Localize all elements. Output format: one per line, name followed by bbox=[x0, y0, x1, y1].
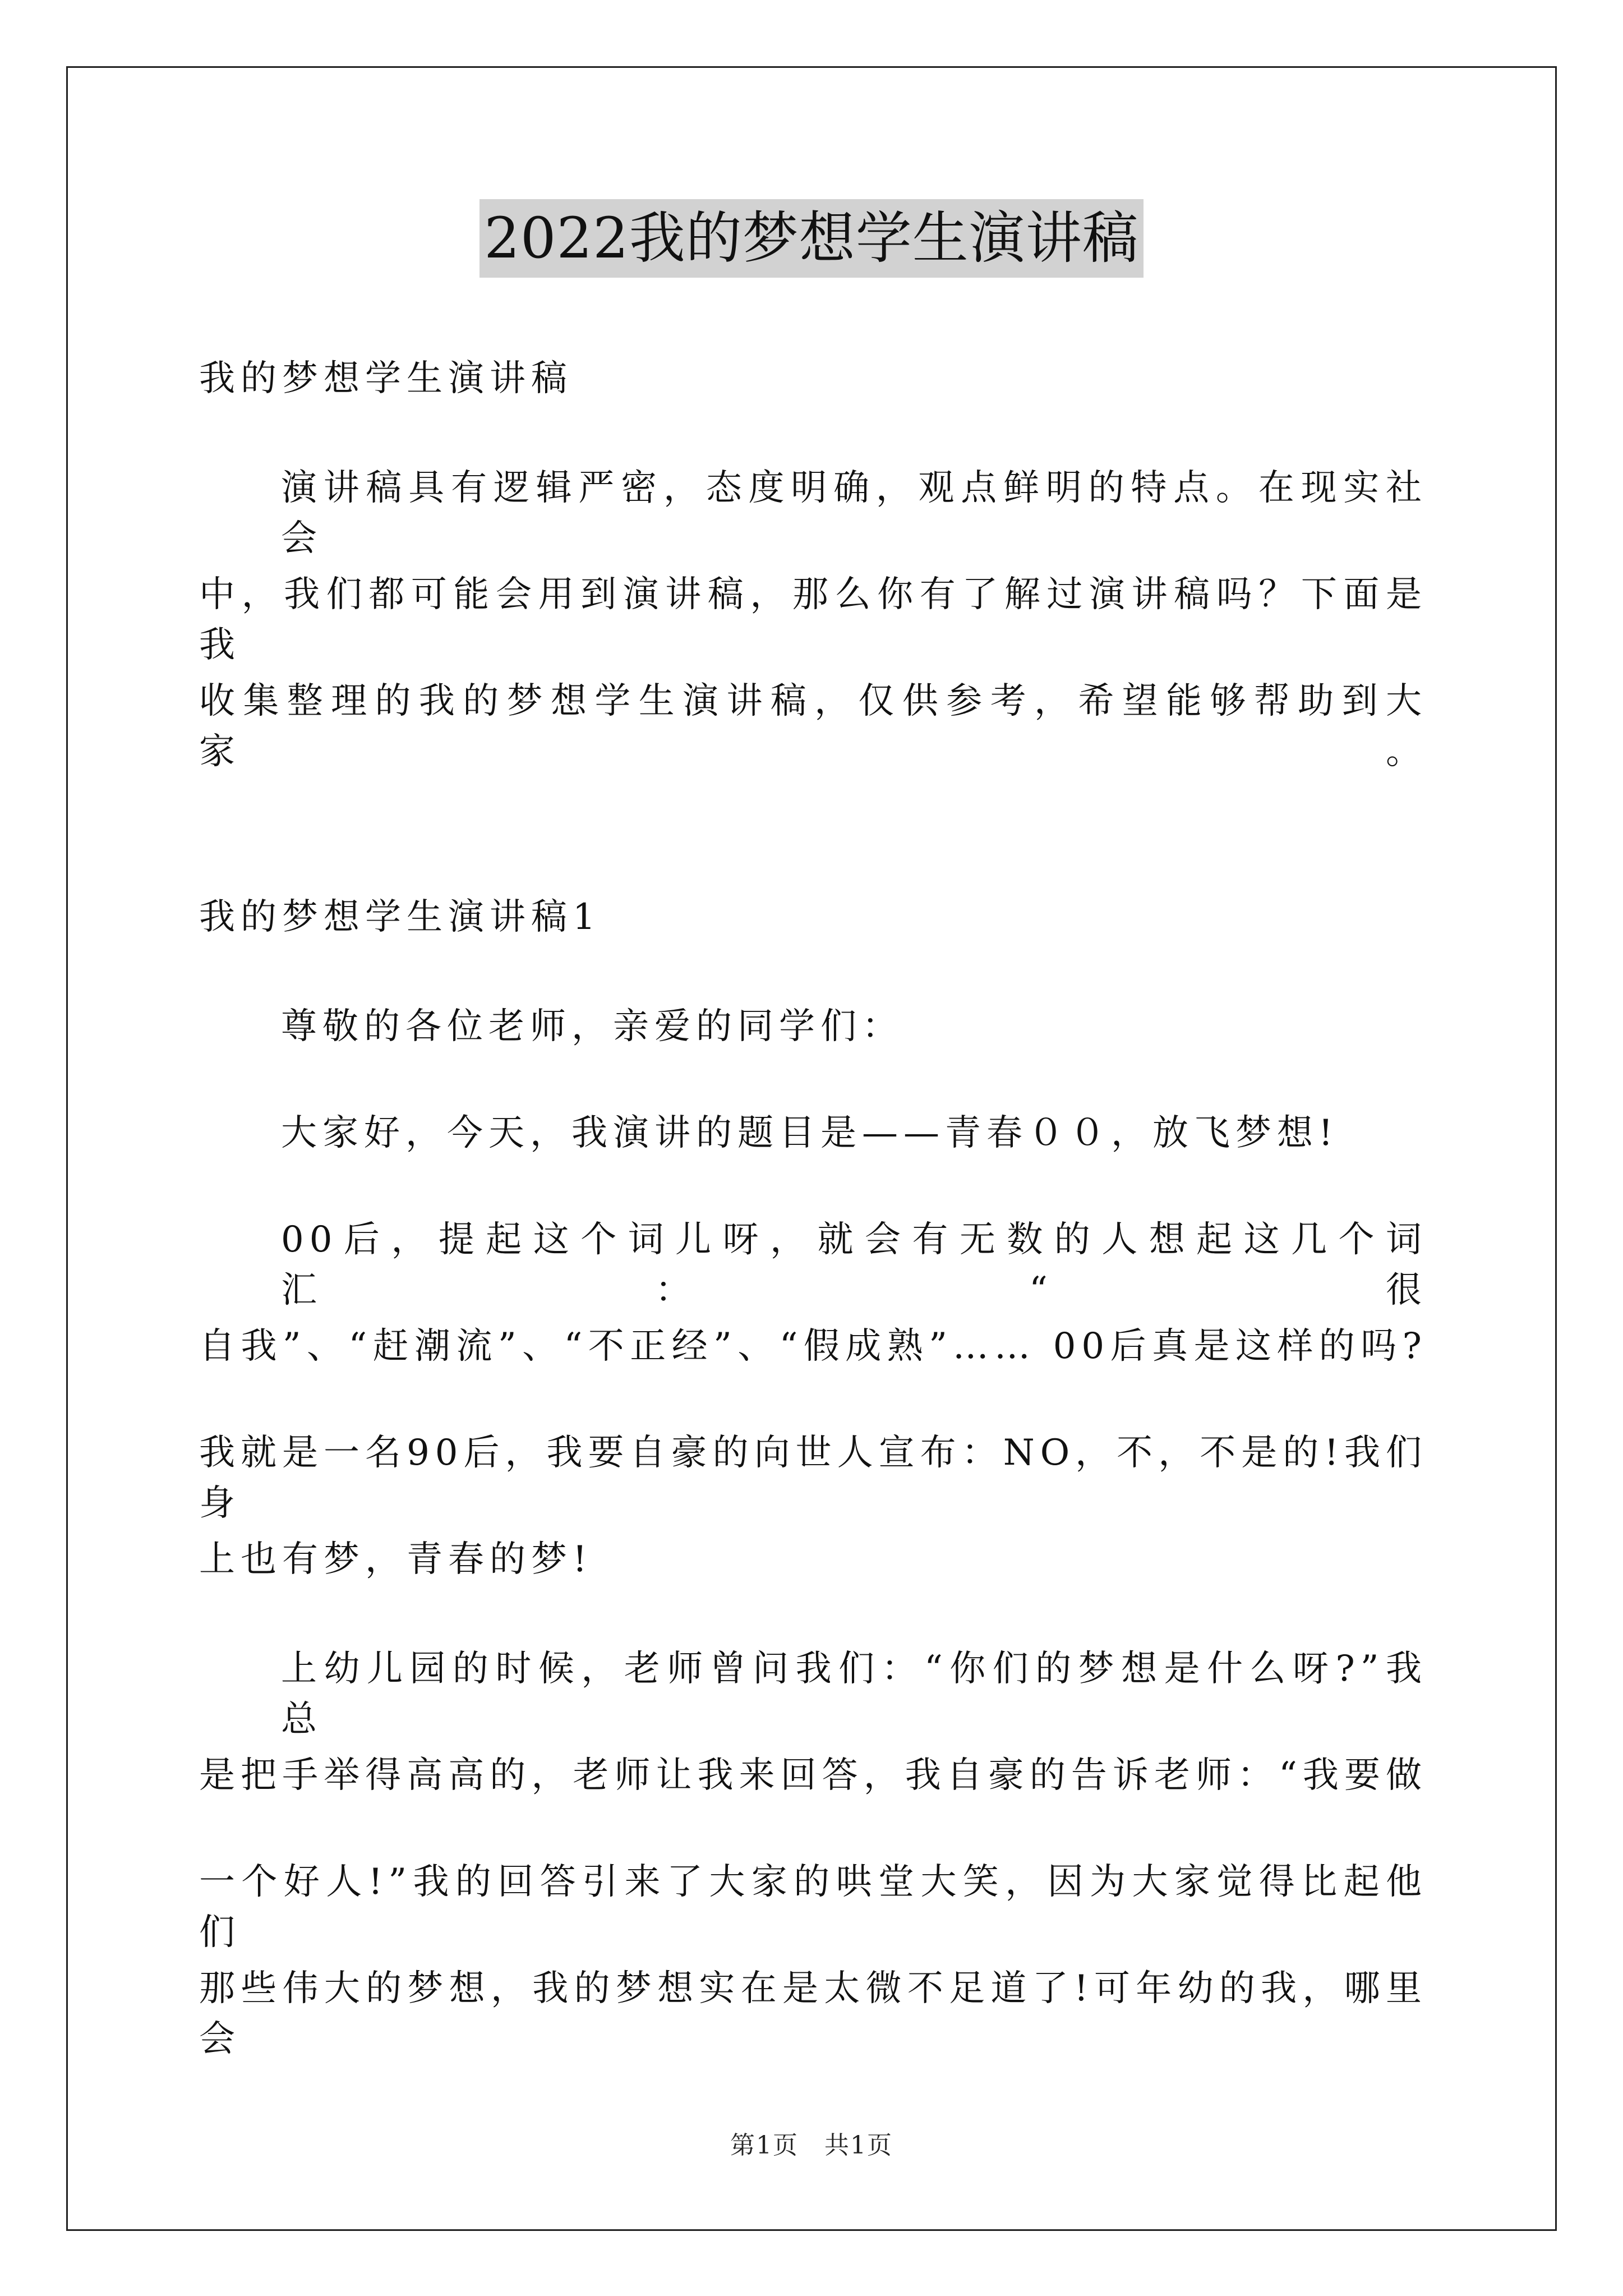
heading-speech: 我的梦想学生演讲稿 bbox=[199, 358, 573, 399]
intro-line: 中，我们都可能会用到演讲稿，那么你有了解过演讲稿吗？下面是我 bbox=[199, 574, 1427, 666]
title-container bbox=[0, 199, 1623, 278]
document-title: 2022我的梦想学生演讲稿 bbox=[479, 199, 1144, 278]
paragraph-line: 上也有梦，青春的梦! bbox=[199, 1539, 593, 1580]
paragraph-line: 00后，提起这个词儿呀，就会有无数的人想起这几个词汇：“很 bbox=[281, 1219, 1427, 1311]
paragraph-line: 一个好人!”我的回答引来了大家的哄堂大笑，因为大家觉得比起他们 bbox=[199, 1861, 1427, 1953]
paragraph-line: 那些伟大的梦想，我的梦想实在是太微不足道了!可年幼的我，哪里会 bbox=[199, 1968, 1427, 2060]
page-number: 第1页 共1页 bbox=[730, 2131, 893, 2160]
greeting-line: 尊敬的各位老师，亲爱的同学们： bbox=[281, 1006, 903, 1047]
heading-speech-1: 我的梦想学生演讲稿1 bbox=[199, 896, 601, 938]
page-footer bbox=[0, 2129, 1623, 2162]
intro-line: 收集整理的我的梦想学生演讲稿，仅供参考，希望能够帮助到大家。 bbox=[199, 680, 1427, 772]
intro-line: 演讲稿具有逻辑严密，态度明确，观点鲜明的特点。在现实社会 bbox=[281, 467, 1427, 559]
paragraph-line: 上幼儿园的时候，老师曾问我们：“你们的梦想是什么呀?”我总 bbox=[281, 1648, 1427, 1740]
opening-line: 大家好，今天，我演讲的题目是——青春００，放飞梦想! bbox=[281, 1112, 1339, 1154]
paragraph-line: 自我”、“赶潮流”、“不正经”、“假成熟”…… 00后真是这样的吗? bbox=[199, 1326, 1427, 1367]
paragraph-line: 我就是一名90后，我要自豪的向世人宣布：NO，不，不是的!我们身 bbox=[199, 1432, 1427, 1524]
paragraph-line: 是把手举得高高的，老师让我来回答，我自豪的告诉老师：“我要做 bbox=[199, 1755, 1427, 1796]
